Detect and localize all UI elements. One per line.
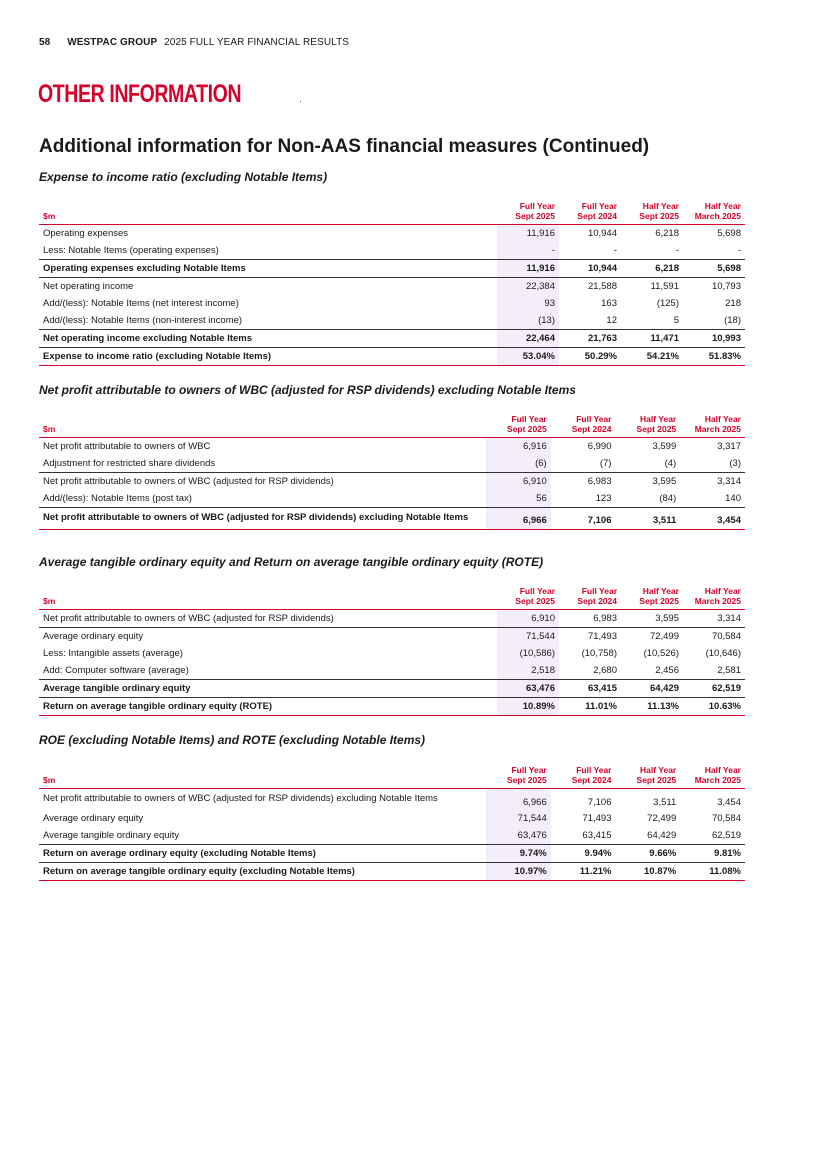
page-number: 58: [39, 37, 51, 48]
table-row: [39, 628, 745, 646]
col-header-fy-sep25: Full Year Sept 2025: [515, 586, 555, 606]
row-label: Add/(less): Notable Items (non-interest income): [43, 315, 243, 326]
cell-value: 56: [486, 490, 551, 508]
row-label: Net operating income excluding Notable Items: [39, 330, 497, 348]
cell-value: 71,493: [582, 813, 612, 824]
table-row: [39, 455, 745, 473]
unit-header: $m: [43, 596, 56, 606]
row-label: Add: Computer software (average): [43, 665, 189, 676]
cell-value: -: [613, 245, 617, 256]
cell-value: 3,511: [653, 797, 677, 808]
row-label: Average tangible ordinary equity: [39, 680, 497, 698]
cell-value: 9.81%: [680, 845, 745, 863]
unit-header: $m: [43, 211, 56, 221]
cell-value: 2,518: [497, 662, 559, 680]
table-row: [39, 490, 745, 508]
cell-value: 3,595: [655, 613, 679, 624]
cell-value: (18): [724, 315, 741, 326]
rote-table: [39, 586, 745, 716]
cell-value: 72,499: [621, 628, 683, 646]
table-row: [39, 295, 745, 312]
cell-value: 10,793: [683, 278, 745, 296]
cell-value: 22,384: [497, 278, 559, 296]
unit-header: $m: [43, 424, 56, 434]
col-header-fy-sep24: Full Year Sept 2024: [571, 414, 612, 434]
row-label: Adjustment for restricted share dividends: [43, 458, 216, 469]
cell-value: (10,526): [643, 648, 679, 659]
cell-value: (10,586): [497, 645, 559, 662]
cell-value: 7,106: [551, 508, 616, 530]
company-name: WESTPAC GROUP: [67, 37, 158, 48]
table-row: [39, 348, 745, 366]
cell-value: (10,758): [581, 648, 617, 659]
cell-value: 21,588: [559, 278, 621, 296]
col-header-hy-mar25: Half Year March 2025: [694, 201, 741, 221]
cell-value: 5,698: [683, 260, 745, 278]
cell-value: 50.29%: [559, 348, 621, 366]
cell-value: 71,544: [497, 628, 559, 646]
cell-value: 6,916: [486, 438, 551, 456]
expense-ratio-table: [39, 201, 745, 366]
table-row: [39, 278, 745, 296]
cell-value: 21,763: [559, 330, 621, 348]
cell-value: 218: [725, 298, 741, 309]
cell-value: 70,584: [683, 628, 745, 646]
table-row: [39, 508, 745, 530]
cell-value: 63,415: [582, 830, 612, 841]
cell-value: (13): [497, 312, 559, 330]
col-header-fy-sep25: Full Year Sept 2025: [507, 765, 547, 785]
cell-value: 22,464: [497, 330, 559, 348]
row-label: Net operating income: [39, 278, 497, 296]
row-label: Average ordinary equity: [43, 813, 144, 824]
cell-value: 123: [595, 493, 612, 504]
cell-value: 62,519: [711, 830, 741, 841]
cell-value: 12: [606, 315, 617, 326]
row-label: Net profit attributable to owners of WBC (adjusted for RSP dividends): [39, 473, 486, 491]
table-row: [39, 260, 745, 278]
report-name: 2025 FULL YEAR FINANCIAL RESULTS: [164, 37, 350, 48]
table-row: [39, 680, 745, 698]
cell-value: 70,584: [711, 813, 741, 824]
cell-value: 64,429: [621, 680, 683, 698]
decorative-dot: [300, 101, 301, 102]
cell-value: 6,983: [593, 613, 617, 624]
row-label: Operating expenses: [43, 228, 129, 239]
cell-value: 6,910: [486, 473, 551, 491]
cell-value: 6,983: [551, 473, 616, 491]
col-header-fy-sep25: Full Year Sept 2025: [507, 414, 547, 434]
cell-value: 9.66%: [615, 845, 680, 863]
cell-value: 11,916: [497, 225, 559, 243]
cell-value: 2,456: [655, 665, 679, 676]
cell-value: (6): [486, 455, 551, 473]
cell-value: -: [497, 242, 559, 260]
col-header-fy-sep25: Full Year Sept 2025: [515, 201, 555, 221]
cell-value: 2,581: [717, 665, 741, 676]
col-header-hy-sep25: Half Year Sept 2025: [639, 586, 679, 606]
cell-value: 53.04%: [497, 348, 559, 366]
cell-value: 3,511: [615, 508, 680, 530]
row-label: Net profit attributable to owners of WBC (adjusted for RSP dividends) excluding Notable Items: [39, 508, 486, 530]
cell-value: 10.63%: [683, 698, 745, 716]
table-row: [39, 610, 745, 628]
cell-value: 140: [725, 493, 741, 504]
row-label: Net profit attributable to owners of WBC (adjusted for RSP dividends) excluding Notable Items: [43, 793, 438, 805]
table-row: [39, 645, 745, 662]
cell-value: 3,317: [717, 441, 741, 452]
cell-value: 6,990: [587, 441, 612, 452]
table-header-row: [39, 586, 745, 610]
cell-value: 2,680: [593, 665, 617, 676]
cell-value: (125): [656, 298, 679, 309]
cell-value: 71,544: [486, 810, 551, 827]
net-profit-table: [39, 414, 745, 530]
col-header-hy-mar25: Half Year March 2025: [694, 414, 741, 434]
cell-value: 11,471: [621, 330, 683, 348]
cell-value: -: [737, 245, 741, 256]
table-title-expense-ratio: Expense to income ratio (excluding Notable Items): [39, 170, 328, 184]
cell-value: 10.87%: [615, 863, 680, 881]
row-label: Less: Intangible assets (average): [43, 648, 183, 659]
col-header-fy-sep24: Full Year Sept 2024: [577, 201, 617, 221]
cell-value: 5: [673, 315, 679, 326]
cell-value: 54.21%: [621, 348, 683, 366]
cell-value: 10,993: [683, 330, 745, 348]
cell-value: 163: [601, 298, 617, 309]
table-header-row: [39, 765, 745, 789]
row-label: Add/(less): Notable Items (net interest income): [43, 298, 239, 309]
row-label: Return on average tangible ordinary equity (excluding Notable Items): [39, 863, 486, 881]
table-header-row: [39, 414, 745, 438]
cell-value: 3,314: [680, 473, 745, 491]
page-header: [39, 37, 349, 48]
cell-value: 10,944: [587, 228, 617, 239]
cell-value: 11.08%: [680, 863, 745, 881]
row-label: Return on average ordinary equity (excluding Notable Items): [39, 845, 486, 863]
table-row: [39, 845, 745, 863]
row-label: Expense to income ratio (excluding Notable Items): [39, 348, 497, 366]
table-row: [39, 698, 745, 716]
cell-value: 3,454: [717, 797, 741, 808]
cell-value: 7,106: [587, 797, 612, 808]
table-header-row: [39, 201, 745, 225]
cell-value: 3,595: [615, 473, 680, 491]
row-label: Return on average tangible ordinary equity (ROTE): [39, 698, 497, 716]
table-title-net-profit: Net profit attributable to owners of WBC (adjusted for RSP dividends) excluding Notable Items: [39, 383, 576, 397]
cell-value: 6,966: [486, 508, 551, 530]
cell-value: 6,218: [655, 228, 679, 239]
table-row: [39, 789, 745, 811]
table-row: [39, 225, 745, 243]
cell-value: (10,646): [705, 648, 741, 659]
cell-value: 6,910: [497, 610, 559, 628]
cell-value: 11.21%: [551, 863, 616, 881]
cell-value: 5,698: [717, 228, 741, 239]
cell-value: 63,476: [497, 680, 559, 698]
cell-value: 62,519: [683, 680, 745, 698]
cell-value: 11.13%: [621, 698, 683, 716]
col-header-hy-mar25: Half Year March 2025: [694, 586, 741, 606]
col-header-hy-mar25: Half Year March 2025: [694, 765, 741, 785]
cell-value: 72,499: [647, 813, 677, 824]
table-row: [39, 662, 745, 680]
table-row: [39, 810, 745, 827]
cell-value: 10,944: [559, 260, 621, 278]
table-row: [39, 242, 745, 260]
row-label: Add/(less): Notable Items (post tax): [43, 493, 192, 504]
row-label: Average ordinary equity: [39, 628, 497, 646]
table-row: [39, 473, 745, 491]
col-header-hy-sep25: Half Year Sept 2025: [639, 201, 679, 221]
cell-value: 63,476: [486, 827, 551, 845]
cell-value: 6,966: [486, 789, 551, 811]
unit-header: $m: [43, 775, 56, 785]
cell-value: 11,591: [621, 278, 683, 296]
cell-value: 6,218: [621, 260, 683, 278]
cell-value: 10.97%: [486, 863, 551, 881]
cell-value: 3,454: [680, 508, 745, 530]
table-row: [39, 330, 745, 348]
col-header-hy-sep25: Half Year Sept 2025: [636, 414, 677, 434]
cell-value: 9.94%: [551, 845, 616, 863]
section-title: OTHER INFORMATION: [38, 80, 242, 108]
col-header-fy-sep24: Full Year Sept 2024: [577, 586, 617, 606]
roe-rote-table: [39, 765, 745, 881]
col-header-hy-sep25: Half Year Sept 2025: [636, 765, 677, 785]
row-label: Net profit attributable to owners of WBC: [43, 441, 211, 452]
cell-value: 10.89%: [497, 698, 559, 716]
cell-value: 71,493: [559, 628, 621, 646]
cell-value: 64,429: [647, 830, 677, 841]
cell-value: 3,599: [652, 441, 677, 452]
cell-value: 9.74%: [486, 845, 551, 863]
table-row: [39, 312, 745, 330]
table-row: [39, 827, 745, 845]
row-label: Less: Notable Items (operating expenses): [43, 245, 219, 256]
cell-value: (84): [659, 493, 677, 504]
row-label: Operating expenses excluding Notable Items: [39, 260, 497, 278]
table-row: [39, 438, 745, 456]
cell-value: -: [675, 245, 679, 256]
col-header-fy-sep24: Full Year Sept 2024: [571, 765, 612, 785]
cell-value: (4): [664, 458, 677, 469]
table-title-rote: Average tangible ordinary equity and Return on average tangible ordinary equity (ROTE): [39, 555, 544, 569]
cell-value: (3): [729, 458, 741, 469]
cell-value: 11,916: [497, 260, 559, 278]
cell-value: 3,314: [717, 613, 741, 624]
cell-value: 51.83%: [683, 348, 745, 366]
table-row: [39, 863, 745, 881]
row-label: Net profit attributable to owners of WBC (adjusted for RSP dividends): [43, 613, 334, 624]
cell-value: (7): [599, 458, 612, 469]
table-title-roe-rote: ROE (excluding Notable Items) and ROTE (excluding Notable Items): [39, 733, 426, 747]
cell-value: 63,415: [559, 680, 621, 698]
cell-value: 11.01%: [559, 698, 621, 716]
cell-value: 93: [497, 295, 559, 312]
page-title: Additional information for Non-AAS financial measures (Continued): [39, 136, 650, 157]
row-label: Average tangible ordinary equity: [43, 830, 180, 841]
